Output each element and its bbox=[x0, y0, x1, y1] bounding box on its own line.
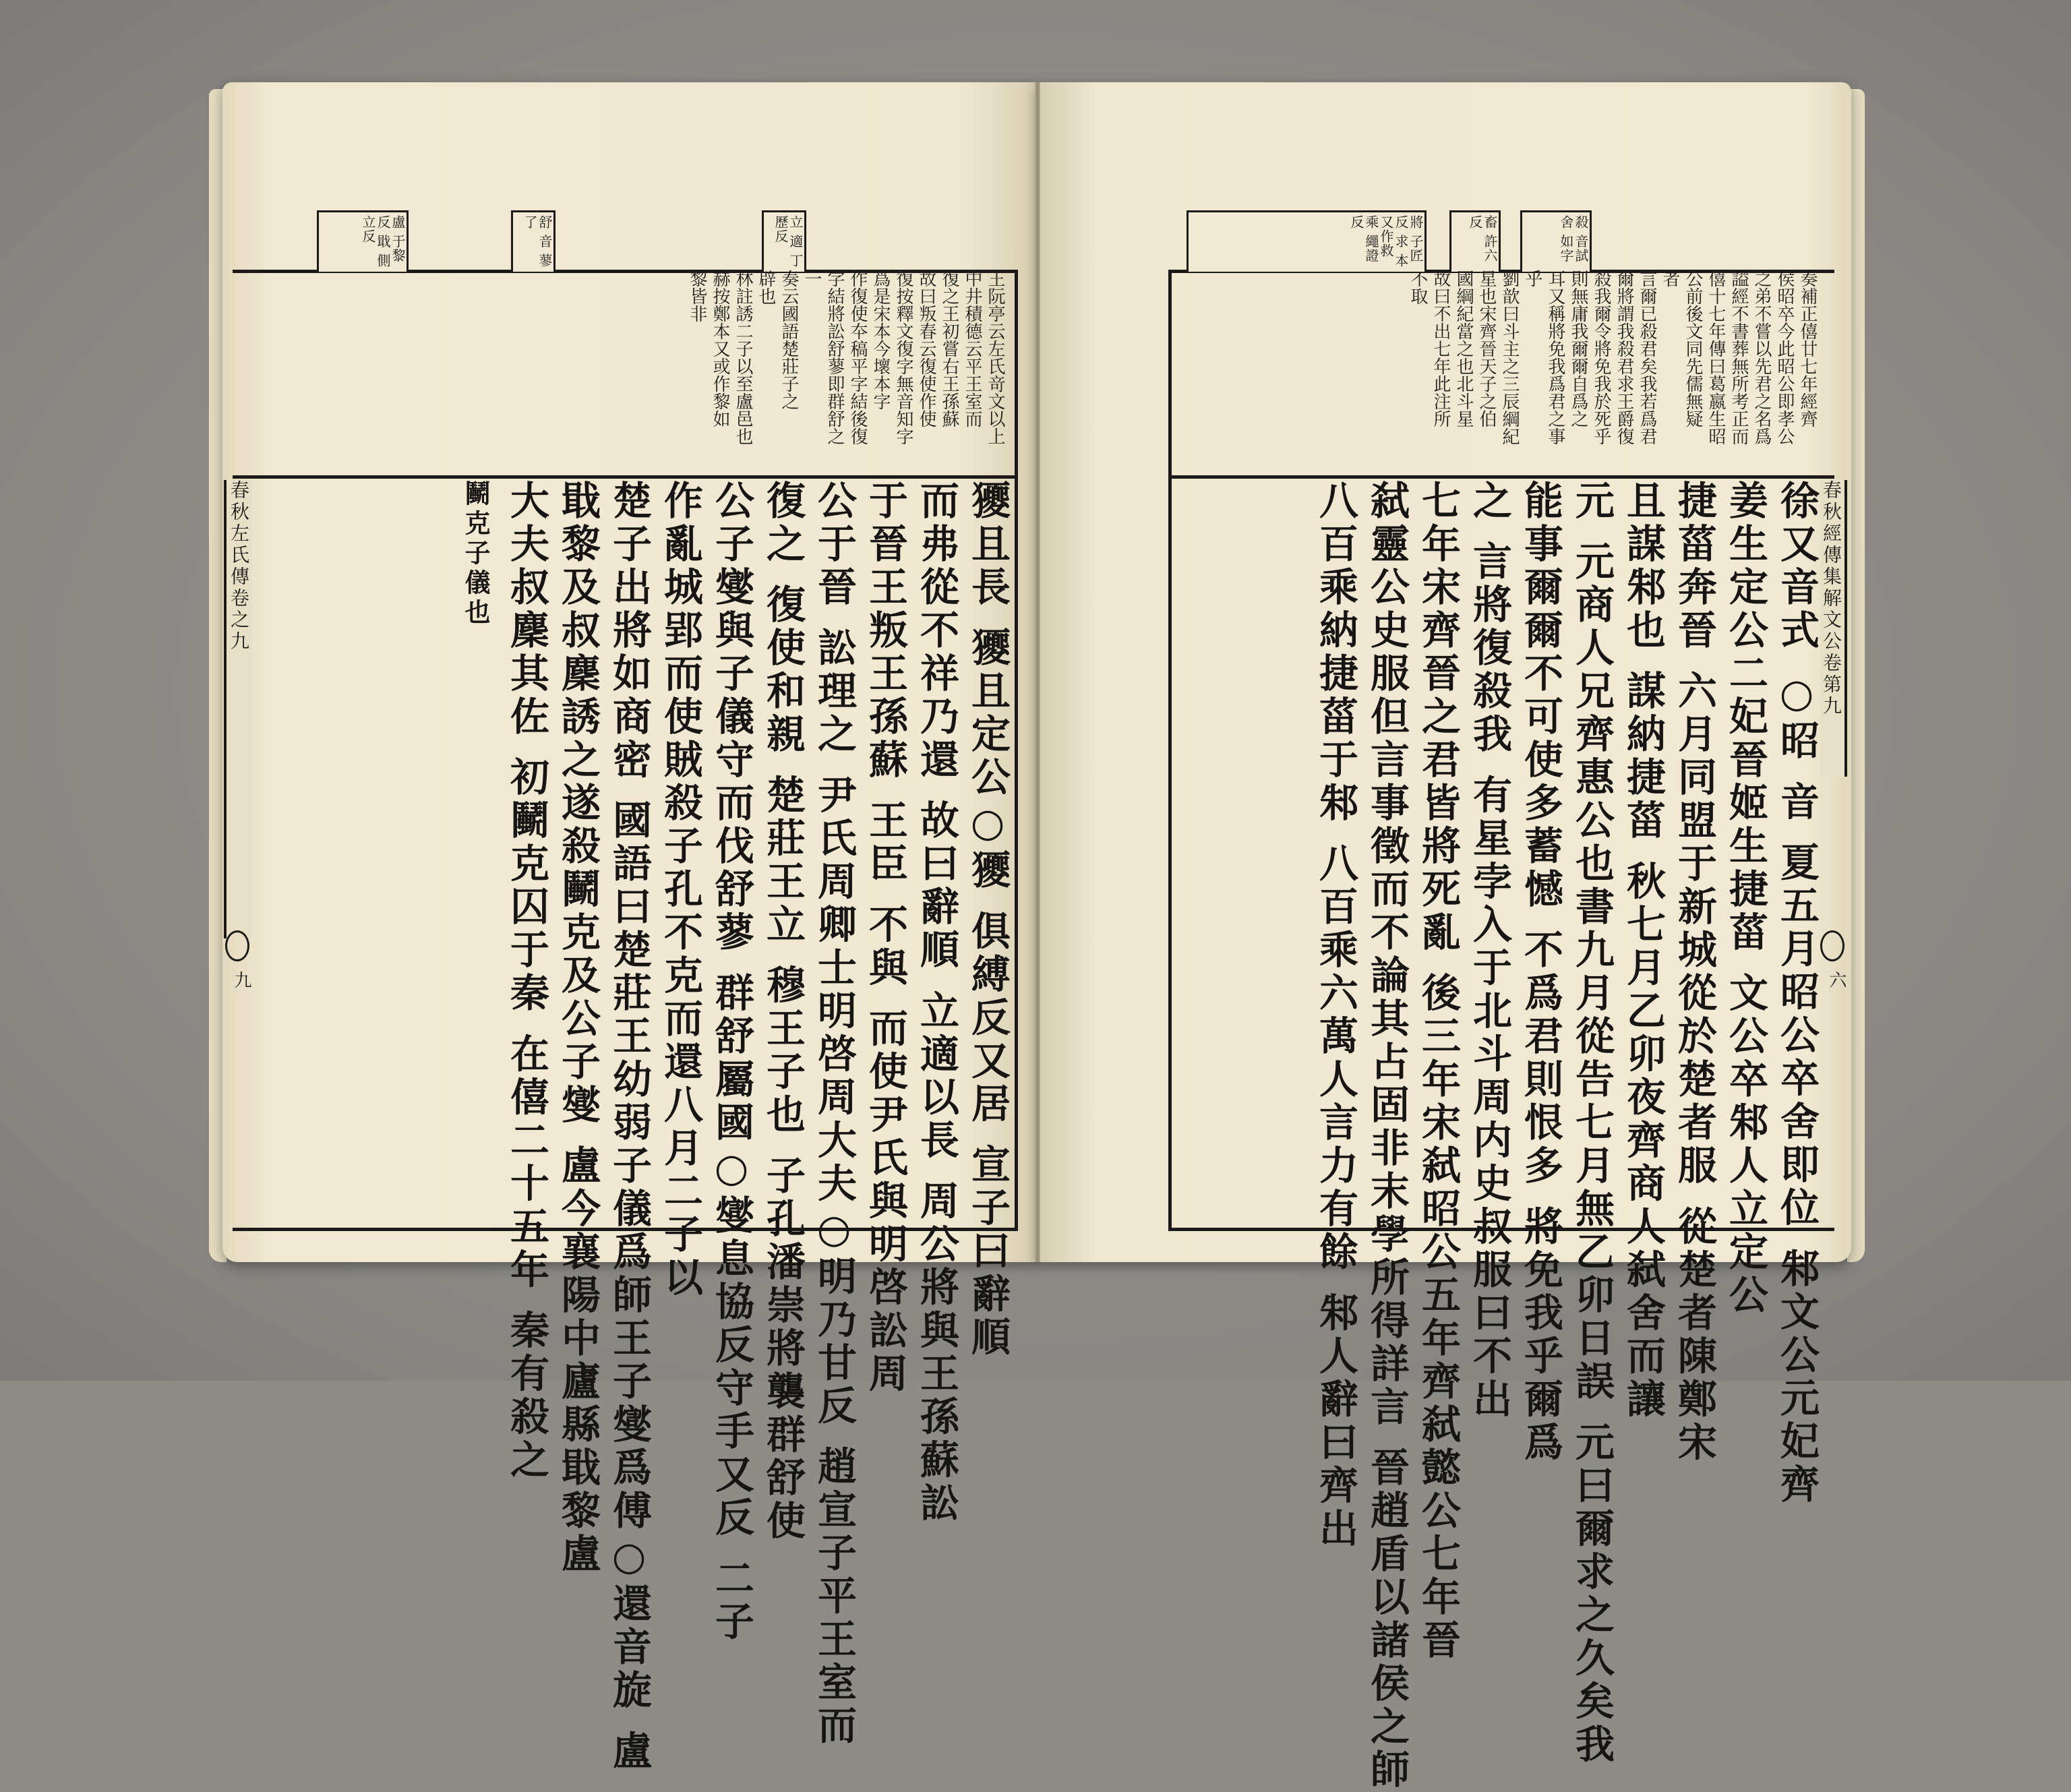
left-header-note-3 bbox=[762, 210, 806, 272]
header-note-text: 盧 于黎反 戢 側立反 bbox=[360, 215, 406, 268]
right-fishtail-mark bbox=[1820, 930, 1844, 961]
main-text-column: 姜生定公二妃晉姬生捷菑 文公卒邾人立定公 bbox=[1722, 480, 1768, 1318]
main-text-column: 而弗從不祥乃還 故曰辭順 立適以長 周公將與王孫蘇訟 bbox=[913, 480, 959, 1526]
commentary-column: 王阮亭云左氏竒文以上 bbox=[985, 270, 1005, 445]
header-note-text: 殺 音試 舍 如字 bbox=[1558, 215, 1589, 263]
main-text-column: 楚子出將如商密 國語曰楚莊王幼弱子儀爲師王子燮爲傅○還音旋 盧 bbox=[606, 480, 652, 1774]
main-text-column: 鬭克子儀也 bbox=[460, 480, 491, 628]
commentary-column: 復按釋文復字無音知字 bbox=[893, 270, 913, 445]
main-text-column: 公于晉 訟理之 尹氏周卿士明啓周大夫○明乃甘反 趙宣子平王室而 bbox=[811, 480, 857, 1748]
commentary-column: 爾將謂我殺君求王爵復 bbox=[1614, 270, 1634, 445]
commentary-column: 者 bbox=[1660, 270, 1680, 287]
commentary-column: 國綱紀當之也北斗星 bbox=[1453, 270, 1474, 427]
commentary-column: 殺我爾令將免我於死乎 bbox=[1591, 270, 1611, 445]
left-fishtail-mark bbox=[225, 930, 249, 961]
commentary-column: 林註誘二子以至盧邑也 bbox=[733, 270, 753, 445]
commentary-column: 侯昭卒今此昭公即孝公 bbox=[1774, 270, 1795, 445]
commentary-column: 字結將訟舒蓼即群舒之 bbox=[824, 270, 845, 445]
commentary-column: 僖十七年傳曰葛嬴生昭 bbox=[1706, 270, 1726, 445]
main-text-column: 復之 復使和親 楚莊王立 穆王子也 子孔潘崇將襲群舒使 bbox=[760, 480, 806, 1543]
commentary-column: 劉歆曰斗主之三辰綱紀 bbox=[1499, 270, 1520, 445]
main-text-column: 元 元商人兄齊惠公也書九月從告七月無乙卯日誤 元曰爾求之久矣我 bbox=[1569, 480, 1615, 1767]
main-text-column: 于晉王叛王孫蘇 王臣 不與 而使尹氏與明啓訟周 bbox=[862, 480, 908, 1396]
main-text-column: 弑靈公史服但言事徵而不論其占固非末學所得詳言 晉趙盾以諸侯之師 bbox=[1364, 480, 1410, 1792]
commentary-column: 中井積德云平王室而 bbox=[962, 270, 982, 427]
commentary-column: 奏補正僖廿七年經齊 bbox=[1797, 270, 1818, 427]
left-commentary bbox=[256, 270, 1004, 472]
commentary-column: 一 bbox=[802, 270, 822, 287]
commentary-column: 之弟不嘗以先君之名爲 bbox=[1751, 270, 1772, 445]
commentary-column: 辟也 bbox=[756, 270, 776, 305]
main-text-column: 捷菑奔晉 六月同盟于新城從於楚者服 從楚者陳鄭宋 bbox=[1671, 480, 1717, 1465]
right-divider-line bbox=[1168, 475, 1834, 479]
commentary-column: 星也宋齊晉天子之伯 bbox=[1476, 270, 1497, 427]
main-text-column: 戢黎及叔麇誘之遂殺鬭克及公子燮 盧今襄陽中廬縣戢黎盧 bbox=[555, 480, 601, 1577]
main-text-column: 獿且長 獿且定公○獿 俱縛反又居 宣子曰辭順 bbox=[965, 480, 1011, 1360]
right-folio-number: 六 bbox=[1826, 971, 1847, 988]
left-header-note-2 bbox=[511, 210, 556, 272]
right-main-text bbox=[1176, 480, 1820, 1792]
commentary-column: 故曰叛春云復使作使 bbox=[916, 270, 936, 427]
left-folio-number: 九 bbox=[231, 971, 251, 988]
commentary-column: 作復使夲稿平字結後復 bbox=[847, 270, 868, 445]
main-text-column: 徐又音式 ○昭 音 夏五月昭公卒舍即位 邾文公元妃齊 bbox=[1774, 480, 1820, 1507]
header-note-text: 畜 許六反 bbox=[1467, 215, 1498, 263]
book-gutter bbox=[1035, 82, 1040, 1262]
main-text-column: 且謀邾也 謀納捷菑 秋七月乙卯夜齊商人弑舍而讓 bbox=[1620, 480, 1666, 1422]
header-note-text: 立 適 丁 歷反 bbox=[773, 215, 804, 268]
commentary-column: 奏云國語楚莊子之 bbox=[779, 270, 799, 410]
main-text-column: 之 言將復殺我 有星孛入于北斗周内史叔服曰不出 bbox=[1466, 480, 1512, 1422]
main-text-column: 八百乘納捷菑于邾 八百乘六萬人言力有餘 邾人辭曰齊出 bbox=[1313, 480, 1358, 1551]
right-commentary bbox=[1176, 270, 1817, 472]
commentary-column: 爲是宋本今壞本字 bbox=[870, 270, 891, 410]
commentary-column: 故曰不出七年此注所 bbox=[1431, 270, 1451, 427]
right-header-note-2 bbox=[1449, 210, 1501, 272]
header-note-text: 舒 音 蓼 了 bbox=[522, 215, 553, 268]
main-text-column: 七年宋齊晉之君皆將死亂 後三年宋弑昭公五年齊弑懿公七年晉 bbox=[1415, 480, 1461, 1663]
left-side-title: 春秋左氏傳卷之九 bbox=[224, 480, 252, 938]
commentary-column: 言爾已殺君矣我若爲君 bbox=[1637, 270, 1657, 445]
commentary-column: 謚經不書葬無所考正而 bbox=[1729, 270, 1749, 445]
commentary-column: 公前後文同先儒無疑 bbox=[1683, 270, 1703, 427]
commentary-column: 乎 bbox=[1522, 270, 1542, 287]
header-note-text: 將 子匠反 求 本又作救 乘 繩證反 bbox=[1348, 215, 1424, 268]
left-header-note-1 bbox=[317, 210, 409, 272]
main-text-column: 能事爾爾不可使多蓄憾 不爲君則恨多 將免我乎爾爲 bbox=[1518, 480, 1563, 1465]
main-text-column: 公子燮與子儀守而伐舒蓼 群舒屬國○燮息協反守手又反 二子 bbox=[709, 480, 754, 1644]
left-main-text bbox=[266, 480, 1011, 1774]
right-header-note-1 bbox=[1520, 210, 1592, 272]
left-divider-line bbox=[233, 475, 1018, 479]
commentary-column: 黎皆非 bbox=[687, 270, 707, 322]
right-header-note-3 bbox=[1187, 210, 1427, 272]
main-text-column: 作亂城郢而使賊殺子孔不克而還八月二子以 bbox=[657, 480, 703, 1300]
main-text-column: 大夫叔麇其佐 初鬭克囚于秦 在僖二十五年 秦有殺之 bbox=[504, 480, 549, 1483]
commentary-column: 則無庸我爾爾自爲之 bbox=[1568, 270, 1588, 427]
commentary-column: 耳又稱將免我爲君之事 bbox=[1545, 270, 1565, 445]
right-side-title: 春秋經傳集解文公卷第九 bbox=[1820, 480, 1847, 777]
commentary-column: 赫按鄭本又或作黎如 bbox=[710, 270, 730, 427]
commentary-column: 不取 bbox=[1408, 270, 1428, 305]
commentary-column: 復之王初嘗右王孫蘇 bbox=[939, 270, 959, 427]
